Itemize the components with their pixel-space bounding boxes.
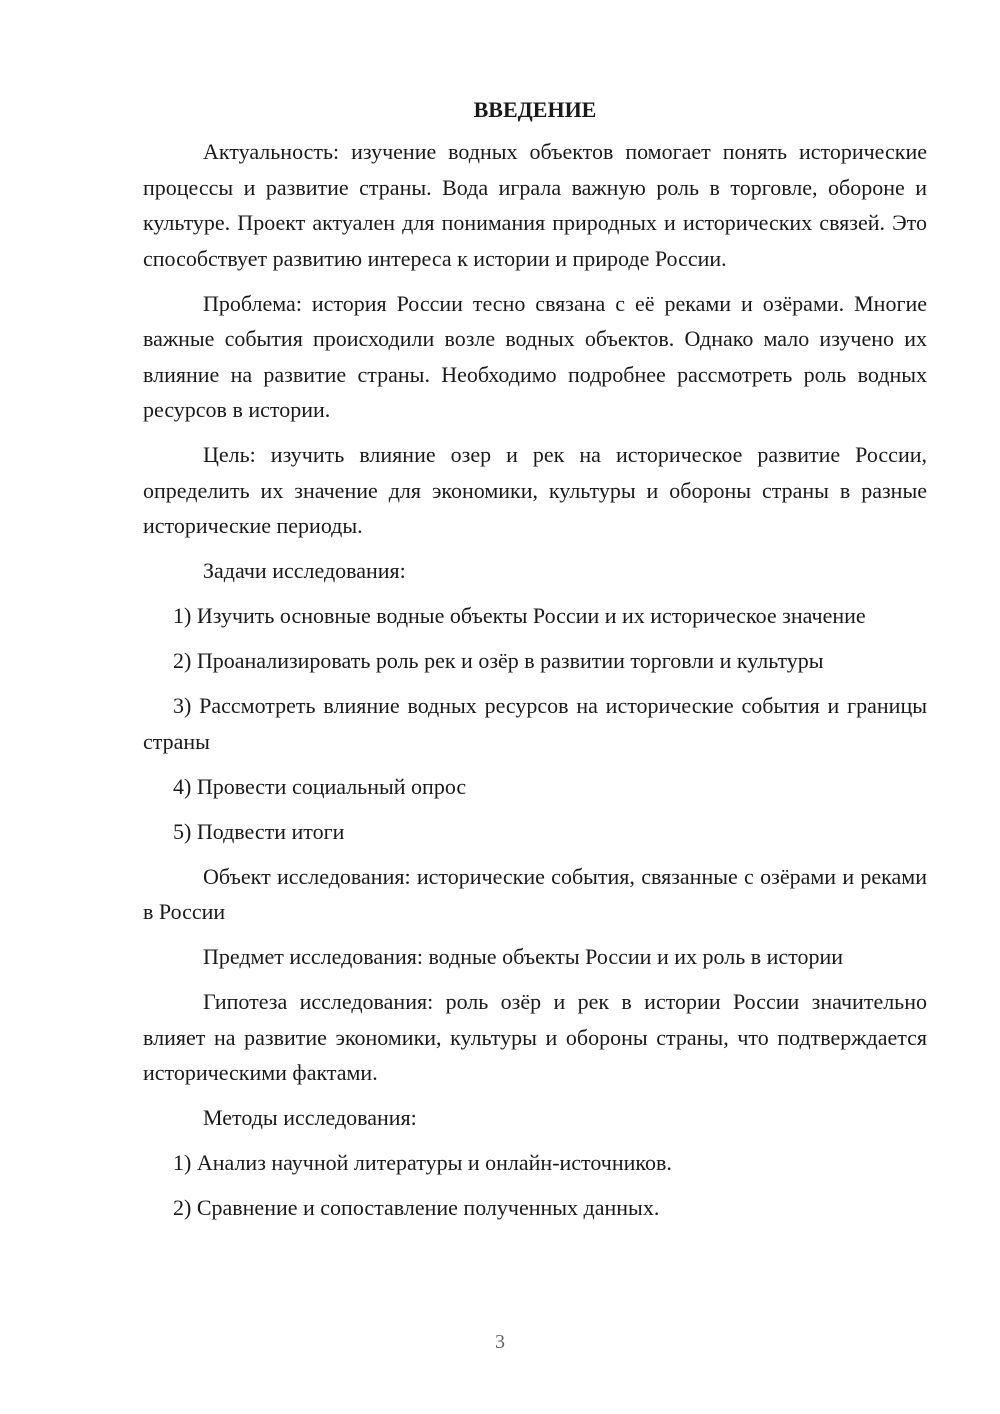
task-item-5: 5) Подвести итоги <box>173 818 345 844</box>
document-page <box>143 92 927 1235</box>
task-item-3: 3) Рассмотреть влияние водных ресурсов на исторические события и границы страны <box>143 693 927 754</box>
page-number: 3 <box>495 1331 505 1353</box>
method-item-1: 1) Анализ научной литературы и онлайн-источников. <box>173 1150 672 1175</box>
task-item-4: 4) Провести социальный опрос <box>173 773 467 799</box>
task-item-1: 1) Изучить основные водные объекты России и их историческое значение <box>173 603 866 628</box>
paragraph-relevance: Актуальность: изучение водных объектов помогает понять исторические процессы и развитие страны. Вода играла важную роль в торговле, обороне и культуре. Проект актуален для понимания природных и исторических связей. Это способствует развитию интереса к истории и природе России. <box>143 139 927 271</box>
section-title: ВВЕДЕНИЕ <box>473 97 597 122</box>
paragraph-goal: Цель: изучить влияние озер и рек на историческое развитие России, определить их значение для экономики, культуры и обороны страны в разные исторические периоды. <box>143 442 927 538</box>
paragraph-object: Объект исследования: исторические события, связанные с озёрами и реками в России <box>143 863 927 924</box>
paragraph-problem: Проблема: история России тесно связана с её реками и озёрами. Многие важные события происходили возле водных объектов. Однако мало изучено их влияние на развитие страны. Необходимо подробнее рассмотреть роль водных ресурсов в истории. <box>143 290 927 422</box>
tasks-heading: Задачи исследования: <box>203 558 406 583</box>
paragraph-hypothesis: Гипотеза исследования: роль озёр и рек в истории России значительно влияет на развитие экономики, культуры и обороны страны, что подтверждается историческими фактами. <box>143 989 927 1085</box>
task-item-2: 2) Проанализировать роль рек и озёр в развитии торговли и культуры <box>173 648 824 673</box>
paragraph-subject: Предмет исследования: водные объекты России и их роль в истории <box>203 944 844 969</box>
methods-heading: Методы исследования: <box>203 1105 417 1130</box>
method-item-2: 2) Сравнение и сопоставление полученных данных. <box>173 1195 660 1220</box>
